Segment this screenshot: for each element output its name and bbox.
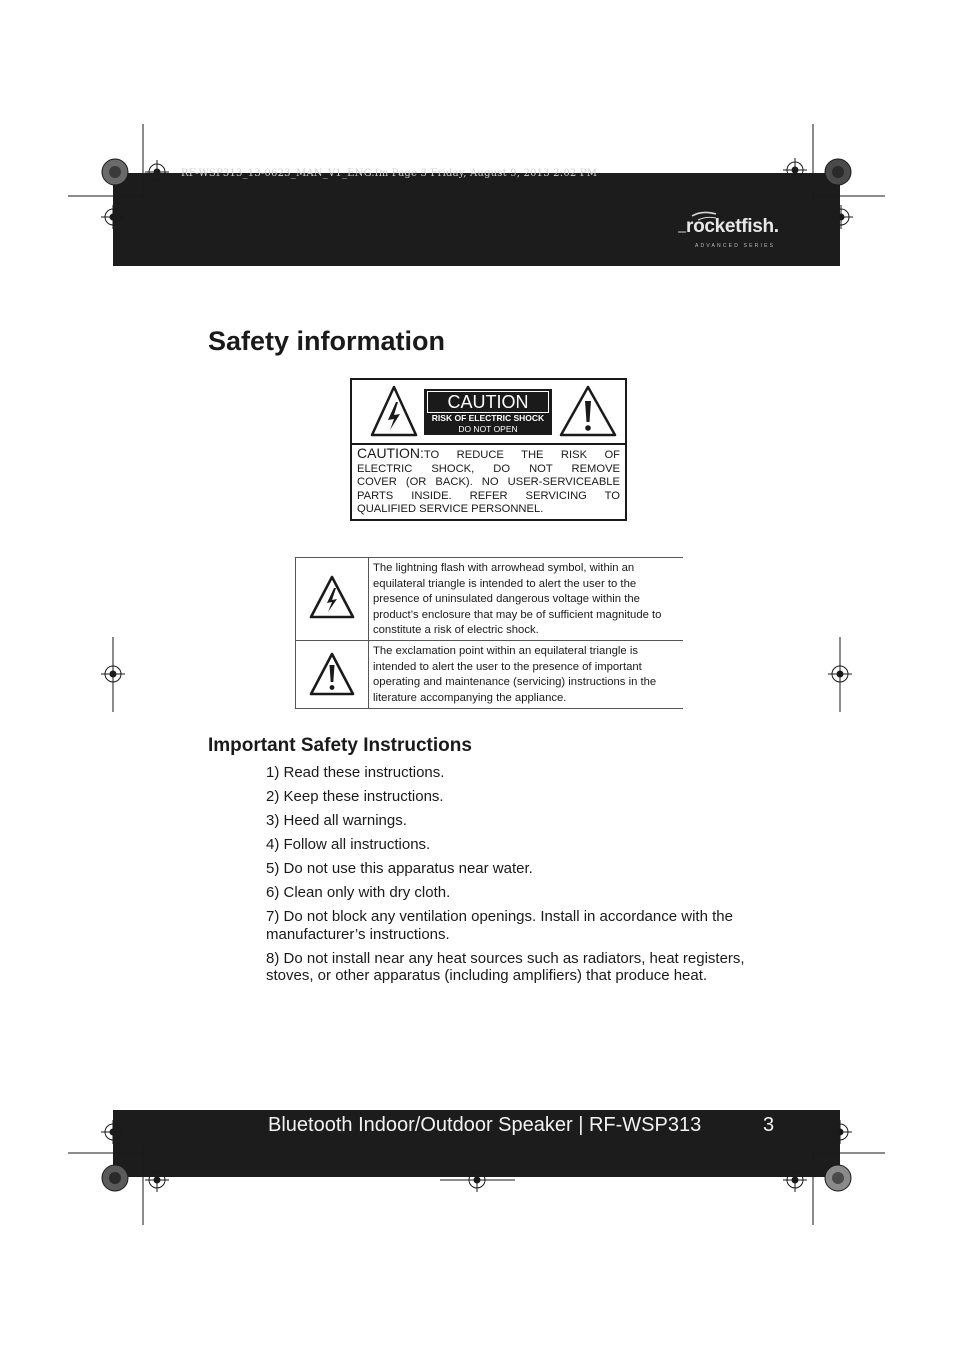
registration-mark-icon bbox=[783, 1168, 807, 1192]
registration-mark-icon bbox=[783, 158, 807, 182]
caution-line-2: ELECTRIC SHOCK, DO NOT REMOVE bbox=[357, 462, 620, 475]
registration-mark-icon bbox=[101, 662, 125, 686]
list-item: 7) Do not block any ventilation openings. Install in accordance with the manufacturer’s instructions. bbox=[266, 908, 733, 943]
logo-wordmark: rocketfish. bbox=[686, 216, 779, 237]
registration-mark-icon bbox=[829, 205, 853, 229]
color-target-icon bbox=[825, 1165, 851, 1191]
print-slug: RF-WSP313_13-0623_MAN_V1_ENG.fm Page 3 Friday, August 9, 2013 2:02 PM bbox=[181, 168, 598, 179]
caution-line-1: TO REDUCE THE RISK OF bbox=[423, 449, 620, 461]
registration-mark-icon bbox=[101, 1120, 125, 1144]
caution-line-5: QUALIFIED SERVICE PERSONNEL. bbox=[357, 503, 544, 515]
color-target-icon bbox=[102, 1165, 128, 1191]
caution-word: CAUTION bbox=[427, 391, 549, 413]
symbol-description: The exclamation point within an equilateral triangle is intended to alert the user to the presence of important operating and maintenance (servicing) instructions in the literature accompanying the appliance. bbox=[373, 645, 657, 704]
page-title: Safety information bbox=[208, 326, 446, 356]
list-item: 3) Heed all warnings. bbox=[266, 812, 407, 829]
logo-subtext: ADVANCED SERIES bbox=[695, 243, 776, 249]
list-item: 8) Do not install near any heat sources such as radiators, heat registers, stoves, or other apparatus (including amplifiers) that produce heat. bbox=[266, 949, 745, 984]
risk-of-shock-text: RISK OF ELECTRIC SHOCK bbox=[431, 413, 545, 423]
caution-line-4: PARTS INSIDE. REFER SERVICING TO bbox=[357, 489, 620, 502]
registration-mark-icon bbox=[440, 1168, 515, 1192]
caution-heading: CAUTION: bbox=[357, 445, 424, 461]
symbol-description: The lightning flash with arrowhead symbol, within an equilateral triangle is intended to alert the user to the presence of uninsulated dangerous voltage within the product’s enclosure that may be of sufficient magnitude to constitute a risk of electric shock. bbox=[373, 562, 662, 636]
section-heading: Important Safety Instructions bbox=[208, 735, 472, 756]
do-not-open-text: DO NOT OPEN bbox=[458, 424, 518, 434]
page-number: 3 bbox=[763, 1114, 775, 1136]
registration-mark-icon bbox=[828, 662, 852, 686]
list-item: 1) Read these instructions. bbox=[266, 764, 445, 781]
registration-mark-icon bbox=[145, 160, 169, 184]
color-target-icon bbox=[102, 159, 128, 185]
registration-mark-icon bbox=[101, 205, 125, 229]
list-item: 2) Keep these instructions. bbox=[266, 788, 444, 805]
registration-mark-icon bbox=[828, 1120, 852, 1144]
list-item: 4) Follow all instructions. bbox=[266, 836, 431, 853]
color-target-icon bbox=[825, 159, 851, 185]
list-item: 6) Clean only with dry cloth. bbox=[266, 884, 451, 901]
caution-line-3: COVER (OR BACK). NO USER-SERVICEABLE bbox=[357, 476, 620, 488]
list-item: 5) Do not use this apparatus near water. bbox=[266, 860, 533, 877]
footer-title: Bluetooth Indoor/Outdoor Speaker | RF-WSP313 bbox=[268, 1114, 702, 1136]
registration-mark-icon bbox=[145, 1168, 169, 1192]
